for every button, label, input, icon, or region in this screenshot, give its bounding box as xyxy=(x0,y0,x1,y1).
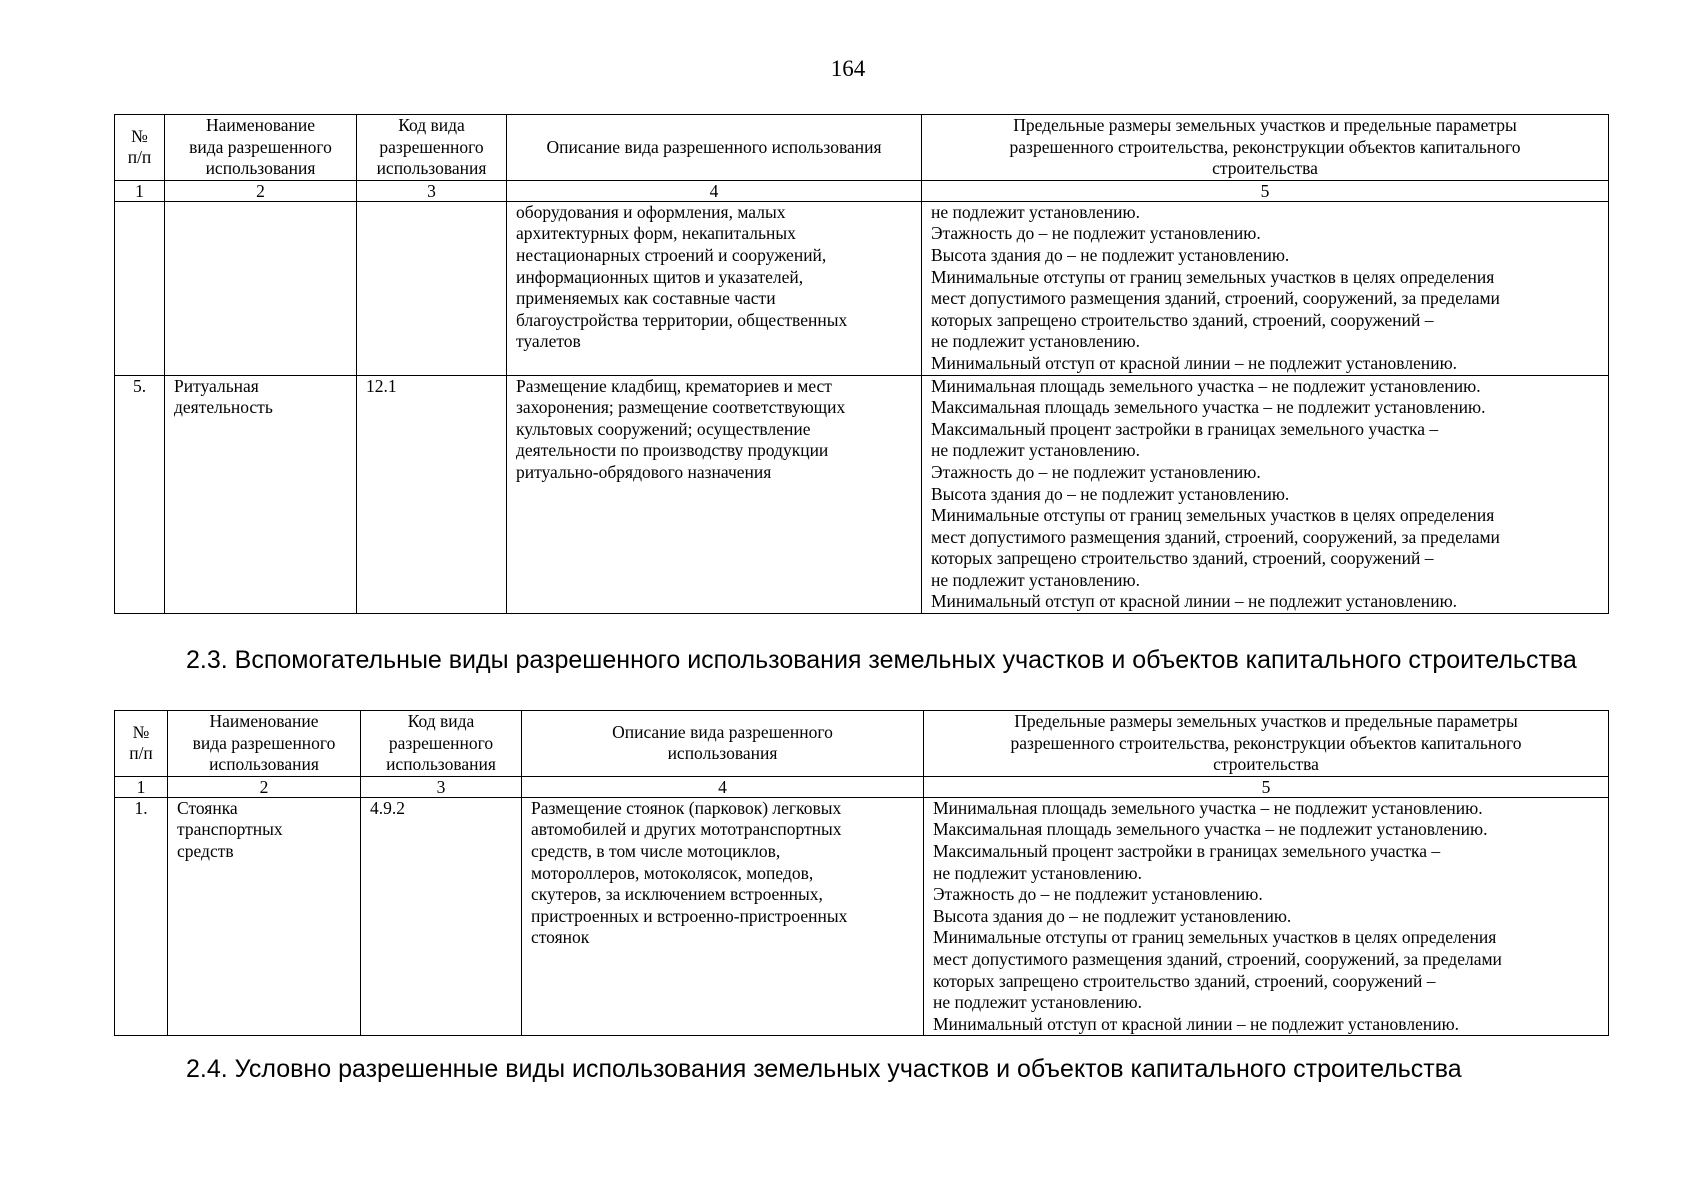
text-line: средств, в том числе мотоциклов, xyxy=(531,840,781,861)
table-header-row xyxy=(115,711,1609,777)
text-line: Минимальные отступы от границ земельных участков в целях определения xyxy=(931,505,1495,526)
text-line: не подлежит установлению. xyxy=(933,992,1142,1013)
column-numbers-row xyxy=(115,180,1609,201)
header-name xyxy=(165,115,357,181)
text-line: скутеров, за исключением встроенных, xyxy=(531,884,823,905)
text-line: культовых сооружений; осуществление xyxy=(516,418,811,439)
text-line: использования xyxy=(205,158,316,179)
text-line: Максимальный процент застройки в границах земельного участка – xyxy=(931,418,1439,439)
text-line: Минимальные отступы от границ земельных участков в целях определения xyxy=(933,927,1497,948)
text-line: Этажность до – не подлежит установлению. xyxy=(933,884,1263,905)
text-line: использования xyxy=(209,754,319,775)
row-description xyxy=(507,375,922,614)
table-header-row xyxy=(115,115,1609,181)
column-number: 2 xyxy=(165,180,357,201)
header-parameters xyxy=(924,711,1609,777)
text-line: мест допустимого размещения зданий, строений, сооружений, за пределами xyxy=(933,948,1502,969)
text-line: транспортных xyxy=(177,819,283,840)
text-line: строительства xyxy=(1212,158,1318,179)
text-line: использования xyxy=(667,743,778,764)
text-line: деятельность xyxy=(174,397,273,418)
text-line: Размещение стоянок (парковок) легковых xyxy=(531,797,842,818)
column-number: 5 xyxy=(924,776,1609,797)
header-description xyxy=(522,711,924,777)
text-line: п/п xyxy=(129,743,153,764)
text-line: мест допустимого размещения зданий, строений, сооружений, за пределами xyxy=(931,288,1500,309)
header-code xyxy=(361,711,522,777)
text-line: автомобилей и других мототранспортных xyxy=(531,819,842,840)
column-number: 4 xyxy=(522,776,924,797)
row-parameters xyxy=(924,797,1609,1036)
text-line: Описание вида разрешенного xyxy=(612,721,833,742)
text-line: туалетов xyxy=(516,331,581,352)
text-line: вида разрешенного xyxy=(189,136,332,157)
text-line: мотороллеров, мотоколясок, мопедов, xyxy=(531,862,814,883)
text-line: Этажность до – не подлежит установлению. xyxy=(931,461,1261,482)
column-number: 1 xyxy=(115,180,165,201)
header-description xyxy=(507,115,922,181)
text-line: Минимальный отступ от красной линии – не подлежит установлению. xyxy=(931,591,1458,612)
text-line: захоронения; размещение соответствующих xyxy=(516,397,846,418)
text-line: разрешенного строительства, реконструкции объектов капитального xyxy=(1009,136,1521,157)
text-line: Высота здания до – не подлежит установлению. xyxy=(931,483,1290,504)
column-number: 4 xyxy=(507,180,922,201)
text-line: Наименование xyxy=(209,711,319,731)
text-line: Максимальная площадь земельного участка – не подлежит установлению. xyxy=(931,397,1486,418)
header-code xyxy=(357,115,507,181)
text-line: № xyxy=(132,721,150,742)
text-line: архитектурных форм, некапитальных xyxy=(516,223,796,244)
text-line: Размещение кладбищ, крематориев и мест xyxy=(516,375,832,396)
text-line: Предельные размеры земельных участков и предельные параметры xyxy=(1013,115,1517,135)
text-line: которых запрещено строительство зданий, строений, сооружений – xyxy=(931,548,1434,569)
text-line: которых запрещено строительство зданий, строений, сооружений – xyxy=(933,970,1436,991)
text-line: нестационарных строений и сооружений, xyxy=(516,244,827,265)
text-line: Предельные размеры земельных участков и предельные параметры xyxy=(1014,711,1518,731)
table-row xyxy=(115,375,1609,614)
text-line: мест допустимого размещения зданий, строений, сооружений, за пределами xyxy=(931,526,1500,547)
header-name xyxy=(168,711,361,777)
text-line: использования xyxy=(386,754,496,775)
text-line: Код вида xyxy=(407,711,475,731)
text-line: Максимальный процент застройки в границах земельного участка – xyxy=(933,840,1441,861)
header-number xyxy=(115,711,168,777)
text-line: средств xyxy=(177,840,234,861)
text-line: Наименование xyxy=(205,115,316,135)
row-description xyxy=(522,797,924,1036)
row-name-cell xyxy=(165,201,357,375)
text-line: Минимальная площадь земельного участка – не подлежит установлению. xyxy=(933,797,1483,818)
text-line: Код вида xyxy=(398,115,465,135)
column-number: 3 xyxy=(361,776,522,797)
text-line: строительства xyxy=(1213,754,1319,775)
text-line: Описание вида разрешенного использования xyxy=(546,136,882,157)
text-line: Минимальные отступы от границ земельных участков в целях определения xyxy=(931,266,1495,287)
column-number: 5 xyxy=(922,180,1609,201)
text-line: Высота здания до – не подлежит установлению. xyxy=(931,244,1290,265)
row-number: 5. xyxy=(115,375,165,614)
text-line: Этажность до – не подлежит установлению. xyxy=(931,223,1261,244)
header-parameters xyxy=(922,115,1609,181)
text-line: пристроенных и встроенно-пристроенных xyxy=(531,905,848,926)
row-code: 12.1 xyxy=(357,375,507,614)
text-line: оборудования и оформления, малых xyxy=(516,201,786,222)
text-line: Ритуальная xyxy=(174,375,259,396)
text-line: деятельности по производству продукции xyxy=(516,440,829,461)
text-line: не подлежит установлению. xyxy=(933,862,1142,883)
row-code-cell xyxy=(357,201,507,375)
text-line: разрешенного строительства, реконструкции объектов капитального xyxy=(1010,732,1522,753)
text-line: ритуально-обрядового назначения xyxy=(516,461,772,482)
text-line: вида разрешенного xyxy=(192,732,336,753)
row-number: 1. xyxy=(115,797,168,1036)
row-name xyxy=(168,797,361,1036)
header-number xyxy=(115,115,165,181)
row-parameters xyxy=(922,201,1609,375)
text-line: Минимальный отступ от красной линии – не подлежит установлению. xyxy=(933,1013,1460,1034)
text-line: не подлежит установлению. xyxy=(931,440,1140,461)
row-code: 4.9.2 xyxy=(361,797,522,1036)
text-line: п/п xyxy=(127,147,152,168)
land-use-table-auxiliary xyxy=(114,710,1609,1036)
text-line: Высота здания до – не подлежит установлению. xyxy=(933,905,1292,926)
section-heading-2-4: 2.4. Условно разрешенные виды использования земельных участков и объектов капитального строительства xyxy=(186,1055,1462,1083)
text-line: разрешенного xyxy=(379,136,484,157)
section-heading-2-3: 2.3. Вспомогательные виды разрешенного использования земельных участков и объектов капитального строительства xyxy=(186,646,1577,674)
land-use-table-main xyxy=(114,114,1609,614)
text-line: Стоянка xyxy=(177,797,238,818)
row-description xyxy=(507,201,922,375)
text-line: Минимальная площадь земельного участка – не подлежит установлению. xyxy=(931,375,1481,396)
page-number: 164 xyxy=(830,56,866,81)
row-number-cell xyxy=(115,201,165,375)
table-row xyxy=(115,201,1609,375)
text-line: разрешенного xyxy=(388,732,494,753)
column-number: 1 xyxy=(115,776,168,797)
text-line: Максимальная площадь земельного участка – не подлежит установлению. xyxy=(933,819,1488,840)
text-line: которых запрещено строительство зданий, строений, сооружений – xyxy=(931,309,1434,330)
row-name xyxy=(165,375,357,614)
table-row xyxy=(115,797,1609,1036)
column-number: 2 xyxy=(168,776,361,797)
text-line: стоянок xyxy=(531,927,590,948)
text-line: не подлежит установлению. xyxy=(931,569,1140,590)
text-line: благоустройства территории, общественных xyxy=(516,309,848,330)
text-line: Минимальный отступ от красной линии – не подлежит установлению. xyxy=(931,352,1458,373)
text-line: № xyxy=(131,125,148,146)
text-line: информационных щитов и указателей, xyxy=(516,266,804,287)
column-numbers-row xyxy=(115,776,1609,797)
text-line: использования xyxy=(376,158,487,179)
column-number: 3 xyxy=(357,180,507,201)
row-parameters xyxy=(922,375,1609,614)
text-line: не подлежит установлению. xyxy=(931,331,1140,352)
text-line: не подлежит установлению. xyxy=(931,201,1140,222)
text-line: применяемых как составные части xyxy=(516,288,776,309)
